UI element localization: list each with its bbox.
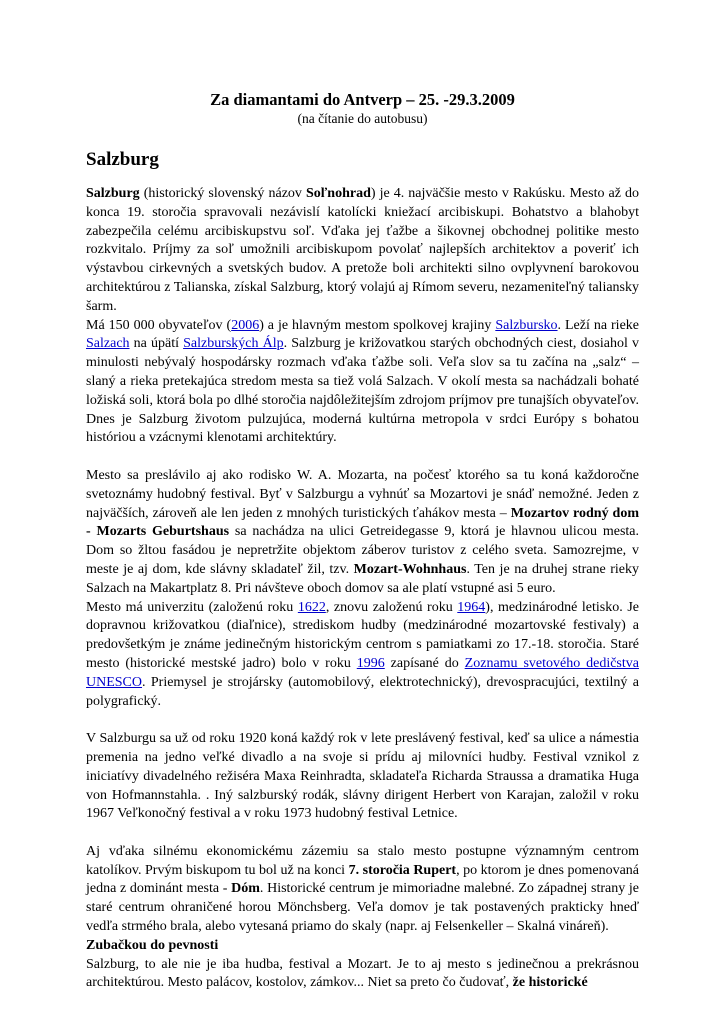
bold-text: Dóm bbox=[231, 881, 260, 897]
text-run: sa nachádza na ulici Getreidegasse 9, ktorá je hlavnou ulicou mesta. Dom so žltou fasádou je nepretržite objektom záberov turistov z celého sveta. Samozrejme, v meste je aj dom, kde slávny skladateľ žil, tzv. bbox=[86, 524, 640, 577]
text-run: (historický slovenský názov bbox=[139, 186, 306, 201]
link-1622[interactable]: 1622 bbox=[297, 599, 326, 615]
link-2006[interactable]: 2006 bbox=[231, 317, 260, 333]
section-heading-salzburg: Salzburg bbox=[86, 149, 159, 170]
text-run: ) je 4. najväčšie mesto v Rakúsku. Mesto až do konca 19. storočia spravovali nezávislí katolícki kniežací arcibiskupi. Bohatstvo a blahobyt zabezpečila celému arcibiskupstvu soľ. Vďaka jej ťažbe a šikovnej obchodnej politike mesto rozkvitalo. Príjmy za soľ umožnili arcibiskupom povolať najlepších architektov a poveriť ich výstavbou cirkevných a svetských budov. A pretože boli architekti silno ovplyvnení barokovou architektúrou z Talianska, získal Salzburg, ktorý volajú aj Rímom severu, nezameniteľný taliansky šarm. bbox=[86, 186, 639, 314]
subheading-zubackou: Zubačkou do pevnosti bbox=[86, 937, 219, 953]
link-salzach[interactable]: Salzach bbox=[86, 336, 130, 352]
text-run: , znovu založenú roku bbox=[325, 599, 458, 615]
text-run: Má 150 000 obyvateľov ( bbox=[86, 317, 232, 333]
document-page bbox=[86, 90, 639, 993]
text-run: , po ktorom je dnes pomenovaná jedna z dominánt mesta - bbox=[86, 862, 639, 897]
text-run: . Priemysel je strojársky (automobilový, elektrotechnický), drevospracujúci, textilný a polygrafický. bbox=[86, 674, 639, 709]
text-run: V Salzburgu sa už od roku 1920 koná každý rok v lete preslávený festival, keď sa ulice a námestia premenia na jedno veľké divadlo a na svoje si prídu aj milovníci hudby. Festival vznikol z iniciatívy divadelného režiséra Maxa Reinhradta, skladateľa Richarda Straussa a dramatika Huga von Hofmannstahla. . Iný salzburský rodák, slávny dirigent Herbert von Karajan, založil v roku 1967 Veľkonočný festival a v roku 1973 hudobný festival Letnice. bbox=[86, 731, 639, 822]
paragraph-population bbox=[86, 317, 639, 449]
paragraph-architecture bbox=[86, 956, 639, 994]
text-run: ), medzinárodné letisko. Je dopravnou križovatkou (diaľnice), strediskom hudby (medzinárodné mozartovské festivaly) a predovšetkým je známe jedinečným historickým centrom s pamiatkami zo 17.-18. storočia. Staré mesto (historické mestské jadro) bolo v roku bbox=[86, 599, 639, 671]
text-run: . Historické centrum je mimoriadne malebné. Zo západnej strany je staré centrum ohraničené horou Mönchsberg. Veľa domov je tak postavených prakticky hneď vedľa strmého brala, alebo vytesaná priamo do skaly (napr. aj Felsenkeller – Skalná vináreň). bbox=[86, 881, 639, 935]
text-run: Aj vďaka silnému ekonomickému zázemiu sa stalo mesto postupne významným centrom katolíkov. Prvým biskupom tu bol už na konci bbox=[86, 843, 639, 878]
paragraph-festival bbox=[86, 730, 639, 824]
document-title: Za diamantami do Antverp – 25. -29.3.2009 bbox=[210, 90, 515, 109]
text-run: Salzburg, to ale nie je iba hudba, festival a Mozart. Je to aj mesto s jedinečnou a prekrásnou architektúrou. Mesto palácov, kostolov, zámkov... Niet sa preto čo čudovať, bbox=[86, 956, 639, 991]
link-1964[interactable]: 1964 bbox=[457, 599, 486, 615]
link-unesco[interactable]: Zoznamu svetového dedičstva UNESCO bbox=[86, 655, 639, 690]
text-run: Mesto sa preslávilo aj ako rodisko W. A. Mozarta, na počesť ktorého sa tu koná každoročne svetoznámy hudobný festival. Byť v Salzburgu a vyhnúť sa Mozartovi je snáď nemožné. Jeden z najväčších, zároveň ale len jeden z mnohých turistických ťahákov mesta – bbox=[86, 467, 639, 521]
text-run: na úpätí bbox=[129, 336, 184, 352]
text-run: . Leží na rieke bbox=[557, 317, 639, 333]
bold-text: 7. storočia Rupert bbox=[348, 862, 457, 878]
link-salzbursko[interactable]: Salzbursko bbox=[495, 317, 558, 333]
paragraph-intro bbox=[86, 185, 639, 317]
bold-text: Mozartov rodný dom - Mozarts Geburtshaus bbox=[86, 505, 639, 540]
bold-text: Soľnohrad bbox=[305, 186, 371, 201]
text-run: . Salzburg je križovatkou starých obchodných ciest, dosiahol v minulosti nebývalý hospodársky rozmach vďaka ťažbe soli. Veľa slov sa tu začína na „salz“ – slaný a rieka pretekajúca stredom mesta sa tiež volá Salzach. V okolí mesta sa nachádzali bohaté ložiská soli, ktorá bola po dlhé storočia najdôležitejším zdrojom príjmov pre tunajších obyvateľov. Dnes je Salzburg životom pulzujúca, moderná kultúrna metropola v srdci Európy s bohatou históriou a vzácnymi klenotami architektúry. bbox=[86, 336, 639, 446]
text-run: . Ten je na druhej strane rieky Salzach na Makartplatz 8. Pri návšteve oboch domov sa ale platí vstupné asi 5 euro. bbox=[86, 561, 639, 596]
paragraph-catholic bbox=[86, 843, 639, 937]
link-salzburske-alpy[interactable]: Salzburských Álp bbox=[183, 336, 284, 352]
bold-text: že historické bbox=[512, 975, 588, 991]
text-run: zapísané do bbox=[384, 655, 465, 671]
text-run: ) a je hlavným mestom spolkovej krajiny bbox=[259, 317, 496, 333]
paragraph-university bbox=[86, 599, 639, 712]
bold-text: Mozart-Wohnhaus bbox=[353, 561, 467, 577]
bold-text: Salzburg bbox=[86, 186, 140, 201]
paragraph-mozart bbox=[86, 467, 639, 599]
link-1996[interactable]: 1996 bbox=[356, 655, 385, 671]
text-run: Mesto má univerzitu (založenú roku bbox=[86, 599, 298, 615]
document-subtitle: (na čítanie do autobusu) bbox=[297, 111, 428, 126]
